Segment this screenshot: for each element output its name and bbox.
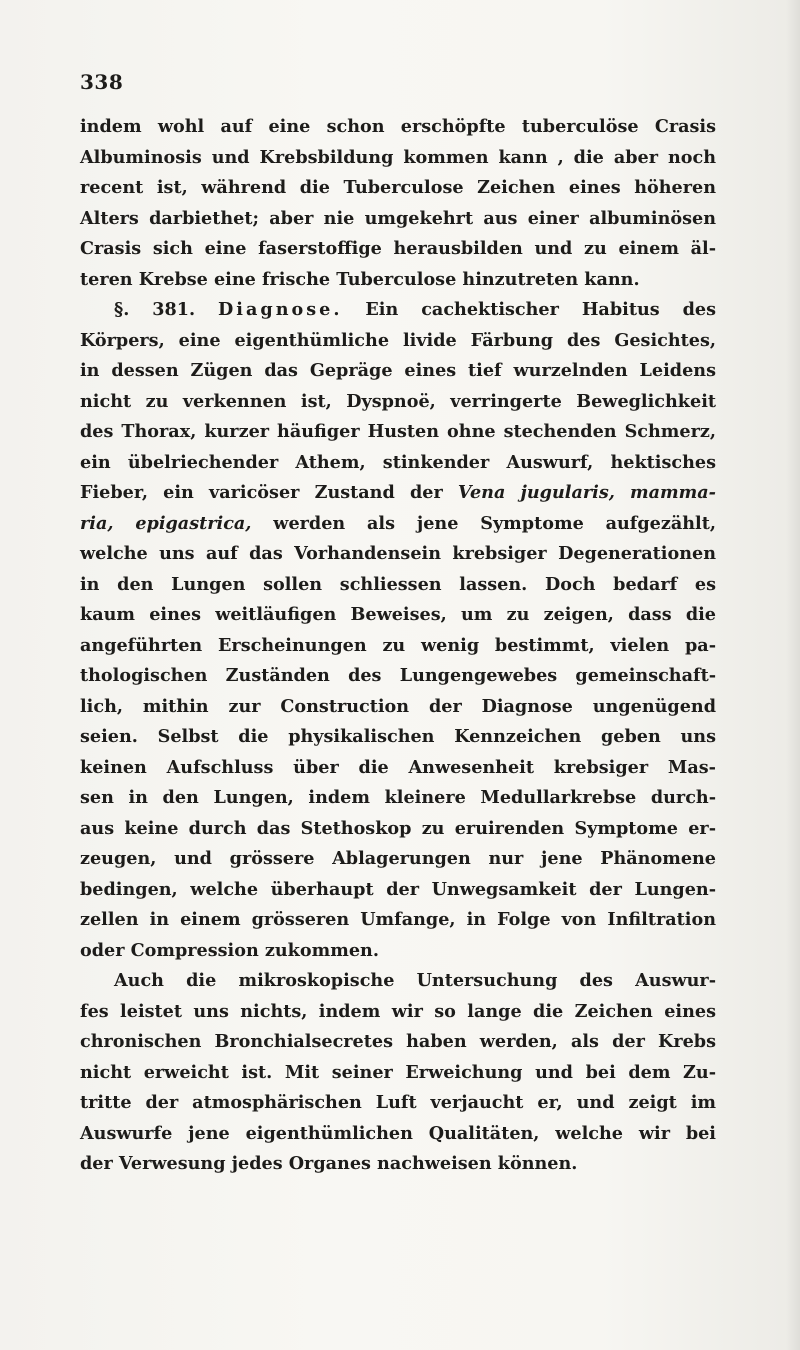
text-line: teren Krebse eine frische Tuberculose hinzutreten kann. <box>80 268 640 290</box>
text-line: fes leistet uns nichts, indem wir so lange die Zeichen eines <box>80 1000 716 1022</box>
text-line: Alters darbiethet; aber nie umgekehrt aus einer albuminösen <box>80 207 716 229</box>
section-heading: Diagnose. <box>218 299 343 320</box>
text-line: Albuminosis und Krebsbildung kommen kann , die aber noch <box>80 146 716 168</box>
text-line: angeführten Erscheinungen zu wenig bestimmt, vielen pa- <box>80 634 716 656</box>
text-line: der Verwesung jedes Organes nachweisen können. <box>80 1153 578 1174</box>
text-line <box>80 509 716 540</box>
text-line: bedingen, welche überhaupt der Unwegsamkeit der Lungen- <box>80 878 716 900</box>
text-line: zellen in einem grösseren Umfange, in Folge von Infiltration <box>80 909 716 930</box>
text-line: des Thorax, kurzer häufiger Husten ohne stechenden Schmerz, <box>80 421 716 442</box>
text-line: indem wohl auf eine schon erschöpfte tuberculöse Crasis <box>80 116 716 137</box>
text-line: sen in den Lungen, indem kleinere Medullarkrebse durch- <box>80 787 716 808</box>
text-line: zeugen, und grössere Ablagerungen nur jene Phänomene <box>80 848 716 869</box>
text-line: nicht erweicht ist. Mit seiner Erweichung und bei dem Zu- <box>80 1061 716 1083</box>
text-fragment: werden als jene Symptome aufgezählt, <box>273 512 716 534</box>
italic-term: ria, epigastrica, <box>80 512 252 534</box>
text-line: lich, mithin zur Construction der Diagnose ungenügend <box>80 695 716 717</box>
text-line: Auch die mikroskopische Untersuchung des Auswur- <box>114 970 716 991</box>
text-line: Körpers, eine eigenthümliche livide Färbung des Gesichtes, <box>80 329 716 351</box>
section-mark: §. 381. <box>114 299 196 320</box>
text-line: in den Lungen sollen schliessen lassen. Doch bedarf es <box>80 573 716 595</box>
section-heading-line <box>80 295 716 326</box>
text-line: kaum eines weitläufigen Beweises, um zu zeigen, dass die <box>80 604 716 625</box>
italic-term: Vena jugularis, mamma- <box>457 482 716 503</box>
body-text <box>80 112 716 1180</box>
text-line: in dessen Zügen das Gepräge eines tief wurzelnden Leidens <box>80 360 716 381</box>
text-line: thologischen Zuständen des Lungengewebes gemeinschaft- <box>80 665 716 686</box>
text-line: Auswurfe jene eigenthümlichen Qualitäten, welche wir bei <box>80 1122 716 1144</box>
text-line: ein übelriechender Athem, stinkender Auswurf, hektisches <box>80 451 716 473</box>
page-number: 338 <box>80 70 124 94</box>
page-edge-shadow <box>786 0 800 1350</box>
text-line: keinen Aufschluss über die Anwesenheit krebsiger Mas- <box>80 756 716 778</box>
text-line: Crasis sich eine faserstoffige herausbilden und zu einem äl- <box>80 238 716 259</box>
text-fragment: Fieber, ein varicöser Zustand der <box>80 482 443 503</box>
text-line: welche uns auf das Vorhandensein krebsiger Degenerationen <box>80 543 716 564</box>
paragraph-3 <box>80 966 716 1180</box>
text-line <box>80 478 716 509</box>
text-line: tritte der atmosphärischen Luft verjaucht er, und zeigt im <box>80 1092 716 1113</box>
paragraph-1 <box>80 112 716 295</box>
text-line: nicht zu verkennen ist, Dyspnoë, verringerte Beweglichkeit <box>80 390 716 412</box>
text-line: seien. Selbst die physikalischen Kennzeichen geben uns <box>80 726 716 747</box>
text-line: oder Compression zukommen. <box>80 939 379 961</box>
text-fragment: Ein cachektischer Habitus des <box>365 299 716 320</box>
text-line: recent ist, während die Tuberculose Zeichen eines höheren <box>80 177 716 198</box>
text-line: aus keine durch das Stethoskop zu eruirenden Symptome er- <box>80 817 716 839</box>
text-line: chronischen Bronchialsecretes haben werden, als der Krebs <box>80 1031 716 1052</box>
paragraph-2 <box>80 295 716 966</box>
